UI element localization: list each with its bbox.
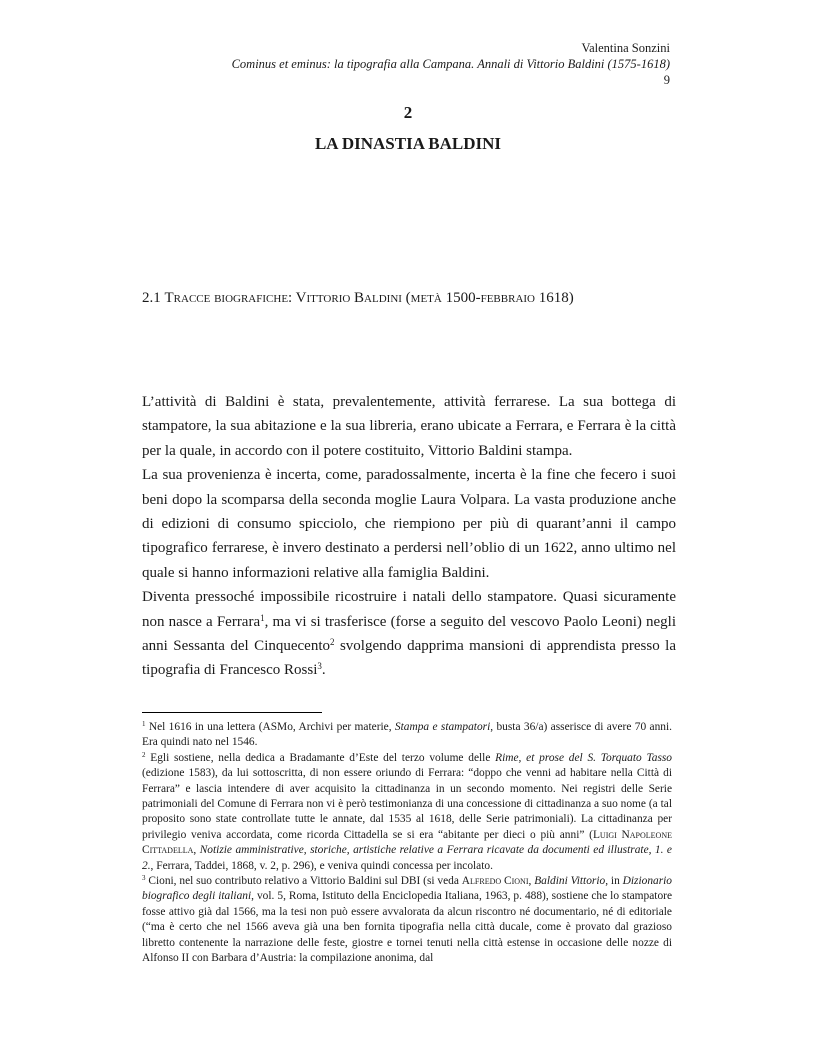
footnote-italic: Dizionario biografico degli italiani xyxy=(142,875,673,903)
footnote-author: Luigi Napoleone Cittadella xyxy=(142,828,672,857)
paragraph-text: svolgendo dapprima mansioni di apprendista presso la tipografia di Francesco Rossi xyxy=(142,638,676,679)
footnote-text: , xyxy=(528,875,535,888)
section-title: Tracce biografiche: Vittorio Baldini (metà 1500-febbraio 1618) xyxy=(164,290,574,306)
running-header-title: Cominus et eminus: la tipografia alla Campana. Annali di Vittorio Baldini (1575-1618) xyxy=(231,57,670,71)
footnote-text: (edizione 1583), da lui sottoscritta, di non essere oriundo di Ferrara: “doppo che venni ad habitare nella Città di Ferrara” e lascia intendere di aver acquisito la cittadinanza in un secondo momento. Nei registri delle Serie patrimoniali del Comune di Ferrara non vi è però testimonianza di una concessione di cittadinanza a suo nome (a tal proposito sono state controllate tutte le annate, dal 1535 al 1618, delle Serie patrimoniali). La cittadinanza per privilegio veniva accordata, come ricorda Cittadella se si era “abitante per dieci o più anni” ( xyxy=(142,767,672,841)
chapter-title: LA DINASTIA BALDINI xyxy=(314,134,502,153)
chapter-number: 2 xyxy=(403,103,413,122)
footnote-mark: 2 xyxy=(142,750,146,759)
footnote-italic: Rime, et prose del S. Torquato Tasso xyxy=(495,751,673,764)
footnote-italic: Stampa e stampatori xyxy=(394,721,491,733)
paragraph-text: , ma vi si trasferisce (forse a seguito del vescovo Paolo Leoni) negli anni Sessanta del Cinquecento xyxy=(142,613,676,655)
paragraph xyxy=(142,585,676,683)
footnote-text: Cioni, nel suo contributo relativo a Vittorio Baldini sul DBI (si veda xyxy=(145,875,462,888)
footnote-mark: 1 xyxy=(142,720,146,728)
footnote-2 xyxy=(142,751,672,874)
footnote-text: , vol. 5, Roma, Istituto della Enciclopedia Italiana, 1963, p. 488), sostiene che lo stampatore fosse attivo già dal 1566, ma la tesi non può essere avvalorata da alcun riscontro né documentario, né di editoriale (“ma è certo che nel 1566 aveva già una ben fornita tipografia nella città ducale, come è provato dal grazioso libretto contenente la narrazione delle feste, giostre e tornei tenuti nella città estense in occasione delle nozze di Alfonso II con Barbara d’Austria: la compilazione anonima, dal xyxy=(142,890,672,965)
footnote-text: Nel 1616 in una lettera (ASMo, Archivi per materie, xyxy=(145,721,395,733)
footnote-text: , in xyxy=(605,875,623,888)
section-heading xyxy=(142,290,682,307)
footnote-ref[interactable]: 3 xyxy=(317,661,322,672)
footnotes xyxy=(142,720,672,967)
paragraph: La sua provenienza è incerta, come, paradossalmente, incerta è la fine che fecero i suoi beni dopo la scomparsa della seconda moglie Laura Volpara. La vasta produzione anche di edizioni di consumo spicciolo, che riempiono per più di quarant’anni il campo tipografico ferrarese, è invero destinato a perdersi nell’oblio di un 1622, anno ultimo nel quale si hanno informazioni relative alla famiglia Baldini. xyxy=(142,467,676,581)
footnote-text: , xyxy=(193,844,200,857)
footnote-1 xyxy=(142,720,672,751)
body-text xyxy=(142,390,676,683)
footnote-text: , busta 36/a) asserisce di avere 70 anni. Era quindi nato nel 1546. xyxy=(142,721,672,749)
footnote-text: , Ferrara, Taddei, 1868, v. 2, p. 296), e veniva quindi concessa per incolato. xyxy=(150,859,493,872)
footnote-separator xyxy=(142,712,322,713)
footnote-3 xyxy=(142,874,672,966)
footnote-text: Egli sostiene, nella dedica a Bradamante d’Este del terzo volume delle xyxy=(145,751,496,764)
footnote-ref[interactable]: 2 xyxy=(330,637,335,648)
page-number: 9 xyxy=(663,73,670,87)
footnote-author: Alfredo Cioni xyxy=(461,875,529,888)
footnote-ref[interactable]: 1 xyxy=(260,612,265,623)
running-header-author: Valentina Sonzini xyxy=(581,41,670,55)
section-number: 2.1 xyxy=(142,290,161,306)
paragraph-text: . xyxy=(321,662,326,679)
paragraph: L’attività di Baldini è stata, prevalentemente, attività ferrarese. La sua bottega di stampatore, la sua abitazione e la sua libreria, erano ubicate a Ferrara, e Ferrara è la città per la quale, in accordo con il potere costituito, Vittorio Baldini stampa. xyxy=(142,394,676,459)
paragraph-text: Diventa pressoché impossibile ricostruire i natali dello stampatore. Quasi sicuramente non nasce a Ferrara xyxy=(142,589,676,630)
footnote-italic: Notizie amministrative, storiche, artistiche relative a Ferrara ricavate da documenti ed illustrate, 1. e 2. xyxy=(142,844,672,872)
footnote-mark: 3 xyxy=(142,874,146,883)
footnote-italic: Baldini Vittorio xyxy=(534,875,606,888)
